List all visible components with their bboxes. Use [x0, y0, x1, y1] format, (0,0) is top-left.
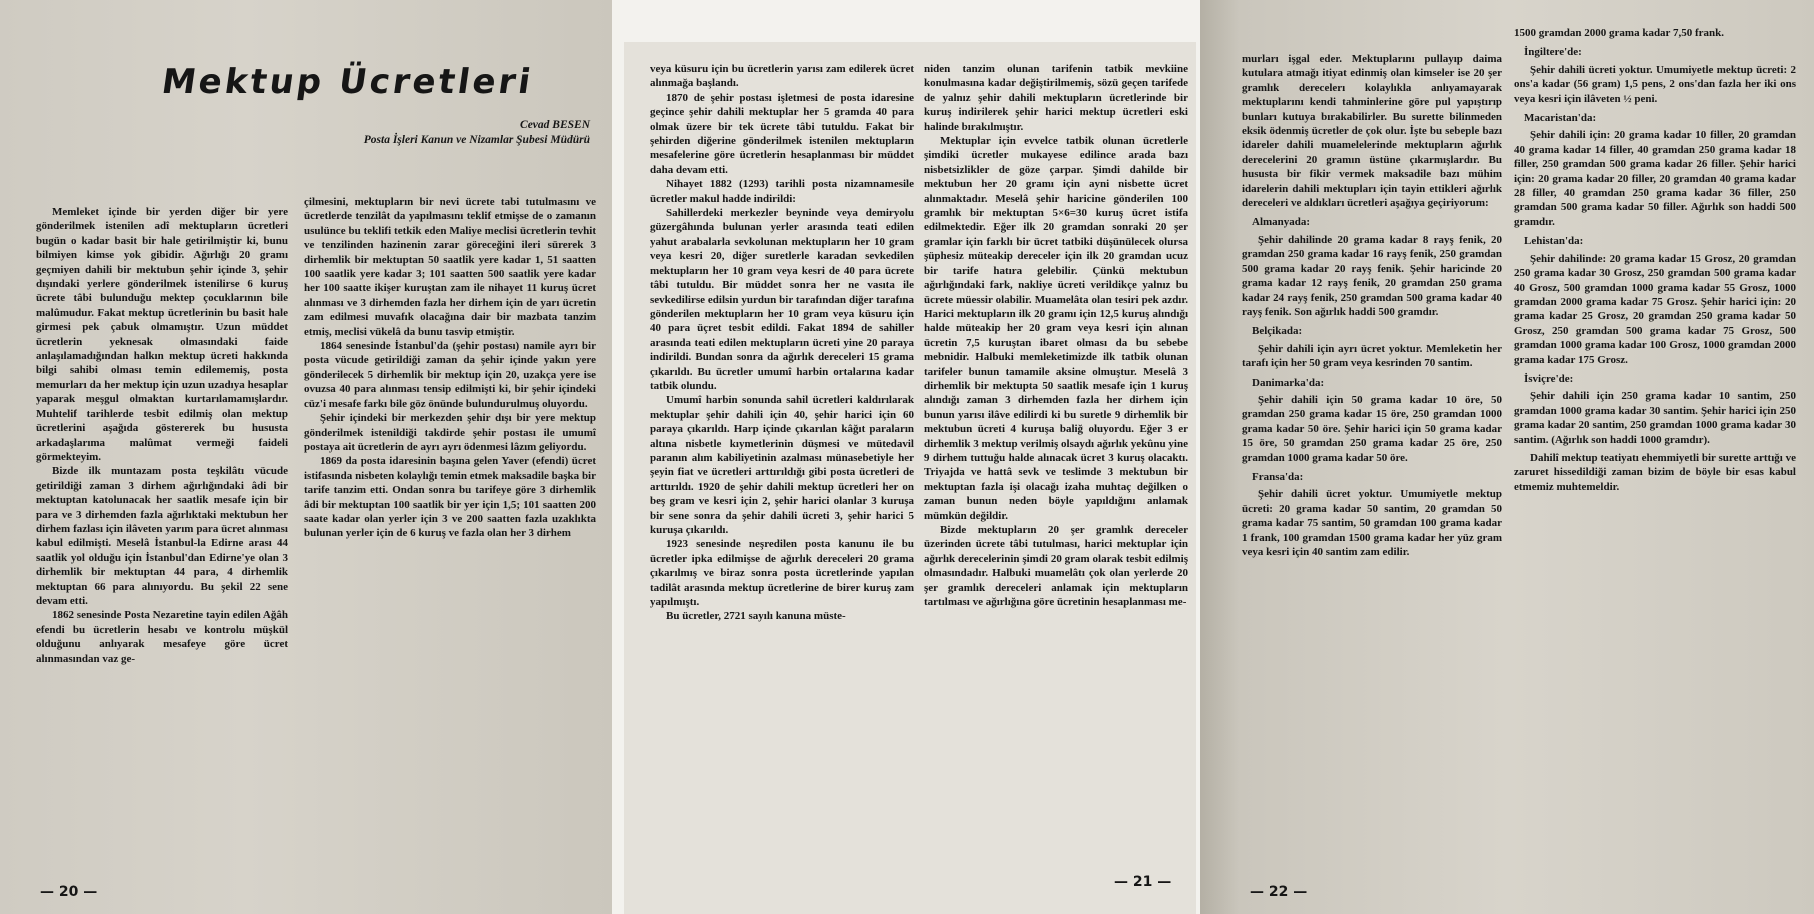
paragraph: Umumî harbin sonunda sahil ücretleri kaldırılarak mektuplar şehir dahili için 40, şehir harici için 60 paraya çıkarıldı. Harp içinde çıkarılan kâğıt paraların altına nisbetle kıymetlerinin düşmesi ve mütedavil paranın alım kabiliyetinin azalması münasebetiyle her şeyin fiat ve ücretleri arttırıldığı gibi posta ücretleri de arttırıldı. 1920 de şehir dahili mektup ücretleri her on beş gram ve kesri için 2, şehir harici olanlar 3 kuruşa bir sene sonra da şehir dahili ücreti 3, şehir harici 5 kuruşa çıkarıldı. — [650, 394, 914, 536]
page-number: — 22 — — [1250, 884, 1308, 900]
author-role: Posta İşleri Kanun ve Nizamlar Şubesi Müdürü — [363, 134, 590, 146]
page21-column-2 — [924, 62, 1188, 862]
country-heading: Lehistan'da: — [1524, 235, 1584, 248]
paragraph: 1500 gramdan 2000 grama kadar 7,50 frank. — [1514, 27, 1725, 39]
page-20 — [0, 0, 612, 914]
paragraph: çilmesini, mektupların bir nevi ücrete tabi tutulmasını ve ücretlerde tenzilât da yapılmasını teklif etmişse de o zamanın usulünce bu teklifi tetkik eden Maliye meclisi ücretlerin tevhit ve tenzilinden hazinenin zarar göreceğini ileri sürerek 3 dirhemlik bir mektuptan 50 saatlik yere kadar 1, 51 saatten 100 saatlik yere kadar 3; 101 saatten 500 saatlik yere kadar her 100 saatte ikişer kuruştan zam ile nihayet 11 kuruş ücret alınması ve 3 dirhemden fazla her dirhem için de yarı ücretin zam edilmesi muvafık olacağına dair bir mazbata tanzim etmiş, meclisi vükelâ da bunu tasvip etmiştir. — [304, 196, 596, 338]
paragraph: Şehir dahili ücreti yoktur. Umumiyetle mektup ücreti: 2 ons'a kadar (56 gram) 1,5 pens, 2 ons'dan fazla her iki ons veya kesri için ilâveten ½ peni. — [1514, 63, 1796, 105]
author-block — [300, 118, 590, 148]
page-21 — [624, 42, 1196, 914]
country-heading: Almanyada: — [1252, 216, 1311, 229]
page-gap-top — [624, 0, 1196, 42]
paragraph: niden tanzim olunan tarifenin tatbik mevkiine konulmasına kadar değiştirilmemiş, sözü geçen tarifede de yalnız şehir dahili mektupların ücretlerinde bir kuruş indirilerek şehir harici mektup ücretleri eski halinde bırakılmıştır. — [924, 63, 1188, 133]
paragraph: 1870 de şehir postası işletmesi de posta idaresine geçince şehir dahili mektuplar her 5 gramda 40 para olmak üzere bir tek ücrete tâbi tutuldu. Fakat bir şehirden diğerine gönderilmek istenilen mektupların mesafelerine göre ücretlerin hesaplanması bir müddet daha devam etti. — [650, 91, 914, 176]
paragraph: 1923 senesinde neşredilen posta kanunu ile bu ücretler ipka edilmişse de ağırlık dereceleri 20 grama çıkarılmış ve biraz sonra posta ücretlerinde yapılan tadilât arasında mektup ücretlerine de birer kuruş zam yapılmıştı. — [650, 538, 914, 609]
paragraph: 1869 da posta idaresinin başına gelen Yaver (efendi) ücret istifasında nisbeten kolaylığı temin etmek maksadile başka bir tarife tanzim etti. Ondan sonra bu tarifeye göre 3 dirhemlik âdi bir mektuptan 100 saatlik bir yer için 1,5; 101 saatten 200 saate kadar olan yerler için 3 ve 200 saatten fazla uzaklıkta bulunan yerler için de 6 kuruş ve fazla olan her 3 dirhem — [304, 455, 596, 540]
paragraph: Şehir dahilinde: 20 grama kadar 15 Grosz, 20 gramdan 250 grama kadar 30 Grosz, 250 gramdan 500 grama kadar 40 Grosz, 500 gramdan 1000 grama kadar 55 Grosz, 1000 gramdan 2000 grama kadar 75 Grosz. Şehir harici için: 20 grama kadar 25 Grosz, 20 gramdan 250 grama kadar 50 Grosz, 250 gramdan 500 grama kadar 75 Grosz, 500 gramdan 1000 grama kadar 100 Grosz, 1000 gramdan 2000 grama kadar 175 Grosz. — [1514, 252, 1796, 366]
paragraph: Nihayet 1882 (1293) tarihli posta nizamnamesile ücretler makul hadde indirildi: — [650, 178, 914, 205]
paragraph: Şehir dahili için 250 grama kadar 10 santim, 250 gramdan 1000 grama kadar 30 santim. Şehir harici için 250 grama kadar 20 santim, 250 gramdan 1000 grama kadar 30 santim. (Ağırlık son haddi 1000 gramdır). — [1514, 390, 1796, 446]
paragraph: Şehir dahili için 50 grama kadar 10 öre, 50 gramdan 250 grama kadar 15 öre, 250 gramdan 1000 grama kadar 50 öre. Şehir harici için 50 grama kadar 15 öre, 50 gramdan 250 grama kadar 25 öre, 250 gramdan 1000 grama kadar 50 öre. — [1242, 393, 1502, 464]
paragraph: Şehir içindeki bir merkezden şehir dışı bir yere mektup gönderilmek istenildiği takdirde şehir postası ile umumî postaya ait ücretlerin de ayrı ayrı ödenmesi lâzım geliyordu. — [304, 412, 596, 453]
paragraph: Şehir dahili ücret yoktur. Umumiyetle mektup ücreti: 20 grama kadar 50 santim, 20 gramdan 50 grama kadar 75 santim, 50 gramdan 100 grama kadar 1 frank, 100 gramdan 1500 grama kadar her yüz gram veya kesri için 40 santim zam edilir. — [1242, 488, 1502, 558]
country-heading: İsviçre'de: — [1524, 372, 1574, 385]
country-heading: Fransa'da: — [1252, 470, 1304, 483]
country-heading: Danimarka'da: — [1252, 376, 1325, 389]
paragraph: Mektuplar için evvelce tatbik olunan ücretlerle şimdiki ücretler mukayese edilince arada bazı nisbetsizlikler de göze çarpar. Şimdi dahilde bir mektubun her 20 gramı için ayni nisbette ücret alınmaktadır. Meselâ şehir haricine gönderilen 100 gramlık bir mektuptan 5×6=30 kuruş ücret istifa edilmektedir. Eğer ilk 20 gramdan sonraki 20 şer gramlar için farklı bir ücret tatbiki düşünülecek olursa şüphesiz müteakip dereceler için ilk 20 gramdan ucuz bir tarife hatıra gelebilir. Çünkü mektubun ağırlığındaki fark, nakliye ücreti verildikçe yalnız bu ücrete müessir olabilir. Muamelâta olan tesiri pek azdır. Harici mektupların ilk 20 gramı için 12,5 kuruş alındığı halde müteakip her 20 gram veya kesri için alınan ücretin 7,5 kuruştan ibaret olması da bu sebebe mebnidir. Halbuki memleketimizde ilk tatbik olunan tarifeler bunun tamamile aksine olmuştur. Meselâ 3 dirhemlik bir mektupta 50 saatlik mesafe için 1 kuruş alındığı zaman 3 dirhemden fazla her dirhem için bunun yarısı ilâve edilirdi ki bu suretle 9 dirhemlik bir mektubun ücreti 4 kuruşa baliğ oluyordu. Eğer 3 er dirhemlik 3 mektup verilmiş olsaydı ağırlık yekûnu yine 9 dirhem tuttuğu halde alınacak ücret 3 kuruş olacaktı. Triyajda ve hattâ sevk ve teslimde 3 mektubun bir mektuptan fazla işi olacağı izaha muhtaç değilken o zaman bunun neden böyle yapıldığını anlamak mümkün değildir. — [924, 135, 1188, 522]
country-heading: Belçikada: — [1252, 325, 1303, 338]
page-number: — 20 — — [40, 884, 98, 900]
paragraph: 1862 senesinde Posta Nezaretine tayin edilen Ağâh efendi bu ücretlerin hesabı ve kontrolu müşkül olduğunu anlıyarak mesafeye göre ücret alınmasından vaz ge- — [36, 609, 288, 665]
paragraph: Memleket içinde bir yerden diğer bir yere gönderilmek istenilen adî mektupların ücretleri bugün o kadar basit bir hale getirilmiştir ki, bunu bilmiyen kimse yok gibidir. Ağırlığı 20 gramı geçmiyen dahili bir mektubun şehir içinde 3, şehir dışındaki yerlere gönderilmek istenilirse 6 kuruş ücrete tâbi bulunduğu mektep çocuklarının bile malûmudur. Fakat mektup ücretlerinin bu basit hale girmesi pek çabuk olmamıştır. Uzun müddet ücretlerin yeknesak olmasındaki faide anlaşılamadığından halkın mektup ücreti hakkında bilgi sahibi olması temin edilememiş, posta memurları da her mektup için uzun uzadıya hesaplar yaparak meşgul olmaktan kurtarılamamışlardır. Muhtelif tarihlerde tesbit edilmiş olan mektup ücretlerini aşağıda göstererek bu hususta arkadaşlarıma malûmat vermeği faideli görmekteyim. — [36, 206, 288, 463]
paragraph: Şehir dahili için ayrı ücret yoktur. Memleketin her tarafı için her 50 gram veya kesrinden 70 santim. — [1242, 342, 1502, 370]
paragraph: Bizde ilk muntazam posta teşkilâtı vücude getirildiği zaman 3 dirhem ağırlığındaki âdi bir mektuptan katolunacak her saatlik mesafe için bir para ve 3 dirhemden fazla ağırlıktaki mektubun her dirhem fazlası için ilâveten yarım para ücret alınması kabul edilmişti. Meselâ İstanbul-la Edirne arası 44 saatlik yol olduğu için İstanbul'dan Edirne'ye olan 3 dirhemlik bir mektuptan 44 para, 4 dirhemlik mektuptan 66 para alınıyordu. Bu şekil 22 sene devam etti. — [36, 465, 288, 607]
paragraph: Şehir dahilinde 20 grama kadar 8 rayş fenik, 20 gramdan 250 grama kadar 16 rayş fenik, 250 gramdan 500 grama kadar 20 rayş fenik. Şehir haricinde 20 grama kadar 12 rayş fenik, 20 gramdan 250 grama kadar 24 rayş fenik, 250 gramdan 500 grama kadar 40 rayş fenik. Son ağırlık haddi 500 gramdır. — [1242, 233, 1502, 318]
page20-column-2 — [304, 195, 596, 865]
paragraph: veya küsuru için bu ücretlerin yarısı zam edilerek ücret alınmağa başlandı. — [650, 63, 914, 90]
country-heading: Macaristan'da: — [1524, 112, 1597, 125]
page22-column-2 — [1514, 26, 1796, 846]
paragraph: Şehir dahili için: 20 grama kadar 10 filler, 20 gramdan 40 grama kadar 14 filler, 40 gramdan 250 grama kadar 18 filler, 250 gramdan 500 grama kadar 26 filler. Şehir harici için: 20 grama kadar 20 filler, 20 gramdan 40 grama kadar 28 filler, 40 gramdan 250 grama kadar 36 filler, 250 gramdan 500 grama kadar 50 filler. Ağırlık son haddi 500 gramdır. — [1514, 129, 1796, 228]
author-name: Cevad BESEN — [520, 119, 590, 131]
paragraph: Sahillerdeki merkezler beyninde veya demiryolu güzergâhında bulunan yerler arasında teati edilen yahut arabalarla sevkolunan mektupların her 10 gram veya kesri 20, diğer suretlerle karadan sevkedilen mektupların her 10 gram veya kesri de 40 para ücrete tâbi tutuldu. Bir müddet sonra her ne vasıta ile sevkedilirse edilsin yurdun bir tarafından diğer tarafına gönderilen mektupların her 10 gram veya küsuru için 40 para üçret tesbit edildi. Fakat 1894 de sahiller arasında teati edilen mektupların ücreti yine 20 paraya indirildi. Bundan sonra da ağırlık dereceleri 15 grama çıkarıldı. Bu ücretler umumî harbin ortalarına kadar tatbik olundu. — [650, 207, 914, 392]
page22-column-1 — [1242, 52, 1502, 842]
page-22 — [1200, 0, 1814, 914]
country-heading: İngiltere'de: — [1524, 46, 1582, 59]
paragraph: Bu ücretler, 2721 sayılı kanuna müste- — [666, 610, 846, 623]
paragraph: Dahilî mektup teatiyatı ehemmiyetli bir surette arttığı ve zaruret hissedildiği zaman bizim de böyle bir esas kabul etmemiz muhtemeldir. — [1514, 451, 1796, 493]
page-shadow — [1200, 0, 1240, 914]
paragraph: Bizde mektupların 20 şer gramlık dereceler üzerinden ücrete tâbi tutulması, harici mektuplar için ağırlık derecelerinin şimdi 20 gram olarak tesbit edilmiş olmasındadır. Halbuki muamelâtı çok olan yerlerde 20 şer gramlık dereceleri anlamak için mektupların tartılması ve ağırlığına göre ücretinin hesaplanması me- — [924, 524, 1188, 609]
page20-column-1 — [36, 205, 288, 865]
paragraph: 1864 senesinde İstanbul'da (şehir postası) namile ayrı bir posta vücude getirildiği zaman da şehir içinde yakın yere gönderilecek 5 dirhemlik bir mektup için 20, uzakça yere ise ovuzsa 40 para alınması tensip edilmişti ki, bir şehir içindeki cüz'i mesafe farkı bile göz önünde bulundurulmuş oluyordu. — [304, 340, 596, 410]
paragraph: murları işgal eder. Mektuplarını pullayıp daima kutulara atmağı itiyat edinmiş olan kimseler ise 20 şer gramlık derecelerı kolaylıkla anlıyamayarak mektuplarını kendi tahminlerine göre pul yapıştırıp bunları kutuya bırakabilirler. Bu surette bilinmeden eksik ödenmiş ücretler de çok olur. İşte bu sebeple bazı idareler dahili muamelelerinde mektupların ağırlık derecelerini 20 gramın üstüne çıkarmışlardır. Bu hususta bir fikir vermek maksadile bazı mühim idarelerin dahili mektupları için tayin ettikleri ağırlık dereceleri ve aldıkları ücretleri aşağıya geçiriyorum: — [1242, 53, 1502, 210]
article-title: Mektup Ücretleri — [159, 62, 536, 102]
page-gap — [612, 0, 624, 914]
page-number: — 21 — — [1114, 874, 1172, 890]
page21-column-1 — [650, 62, 914, 862]
